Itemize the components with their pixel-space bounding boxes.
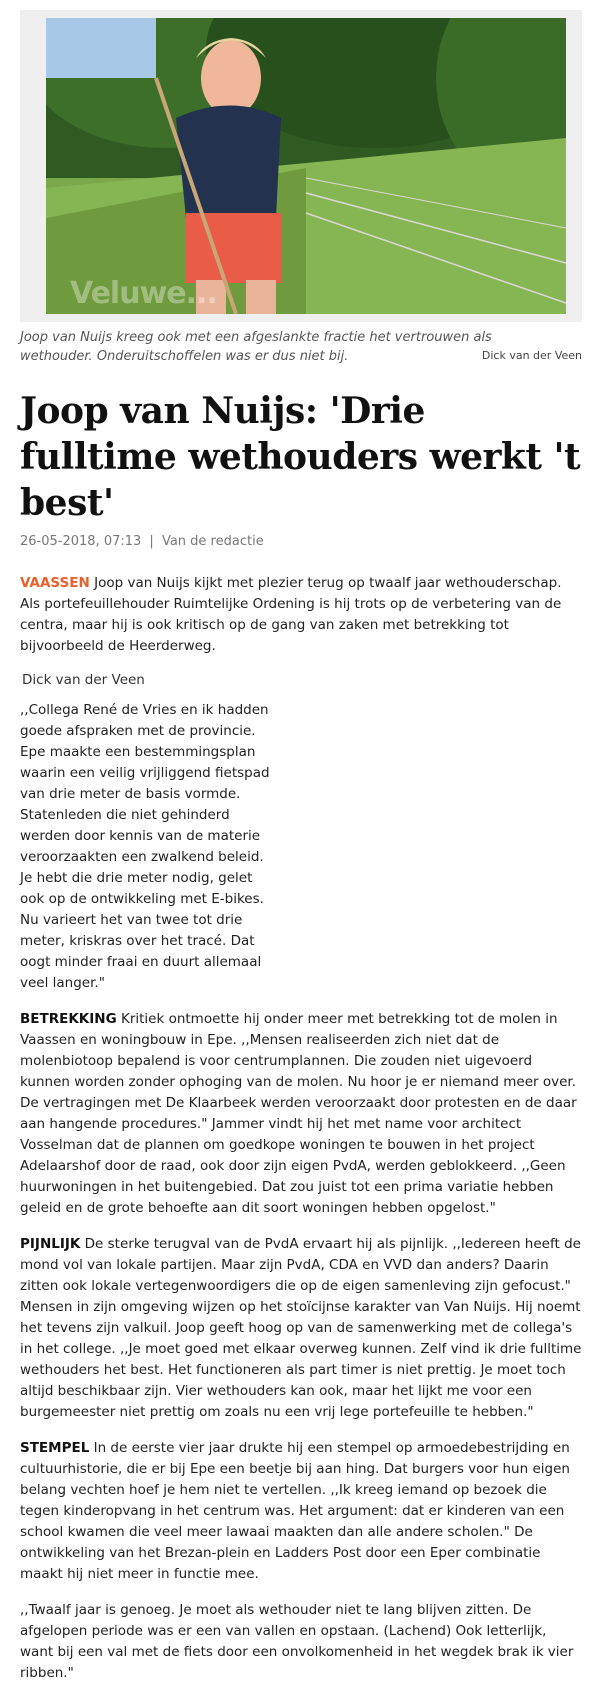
section-pijnlijk bbox=[20, 1234, 582, 1423]
article-photo[interactable] bbox=[46, 18, 566, 314]
article-container bbox=[0, 10, 602, 1684]
section-betrekking-kicker: BETREKKING bbox=[20, 1011, 117, 1027]
meta-separator: | bbox=[149, 534, 154, 549]
article-author[interactable]: Van de redactie bbox=[161, 534, 264, 549]
section-stempel-kicker: STEMPEL bbox=[20, 1440, 90, 1456]
inline-photo-credit: Dick van der Veen bbox=[22, 672, 145, 688]
article-image-frame bbox=[20, 10, 582, 322]
section-betrekking-text: Kritiek ontmoette hij onder meer met betrekking tot de molen in Vaassen en woningbouw in Epe. ,,Mensen realiseerden zich niet dat de molenbiotoop bepalend is voor centrumplannen. Die zouden niet uigevoerd kunnen worden zonder ophoging van de molen. Nu hoor je er niemand meer over. De vertragingen met De Klaarbeek werden veroorzaakt door protesten en de daar aan hangende procedures." Jammer vindt hij het met name voor architect Vosselman dat de plannen om goedkope woningen te bouwen in het project Adelaarshof door de raad, ook door zijn eigen PvdA, werden geblokkeerd. ,,Geen huurwoningen in het buitengebied. Dat zou juist tot een prima variatie hebben geleid en de grote behoefte aan dit soort woningen hebben opgelost." bbox=[20, 1011, 577, 1216]
photo-watermark: Veluwe... bbox=[70, 276, 217, 311]
image-caption: Joop van Nuijs kreeg ook met een afgeslankte fractie het vertrouwen als wethouder. Onderuitschoffelen was er dus niet bij. bbox=[20, 330, 492, 364]
image-caption-row bbox=[20, 328, 582, 364]
section-betrekking bbox=[20, 1009, 582, 1219]
photo-illustration bbox=[46, 18, 566, 314]
closing-quote: ,,Twaalf jaar is genoeg. Je moet als wethouder niet te lang blijven zitten. De afgelopen periode was er een van vallen en opstaan. (Lachend) Ook letterlijk, want bij een val met de fiets door een onvolkomenheid in het wegdek brak ik vier ribben." bbox=[20, 1602, 574, 1681]
article-intro bbox=[20, 573, 582, 657]
intro-text: Joop van Nuijs kijkt met plezier terug op twaalf jaar wethouderschap. Als portefeuillehouder Ruimtelijke Ordening is hij trots op de verbetering van de centra, maar hij is ook kritisch op de gang van zaken met betrekking tot bijvoorbeeld de Heerderweg. bbox=[20, 575, 562, 654]
image-credit: Dick van der Veen bbox=[481, 349, 582, 362]
section-stempel-text: In de eerste vier jaar drukte hij een stempel op armoedebestrijding en cultuurhistorie, die er bij Epe een beetje bij aan hing. Dat burgers voor hun eigen belang vechten hoef je hem niet te vertellen. ,,Ik kreeg iemand op bezoek die tegen kinderopvang in het centrum was. Het argument: dat er kinderen van een school kwamen die veel meer lawaai maakten dan alle andere scholen." De ontwikkeling van het Brezan-plein en Ladders Post door een Eper combinatie maakt hij niet meer in functie mee. bbox=[20, 1440, 570, 1582]
article-date: 26-05-2018, 07:13 bbox=[20, 534, 142, 549]
article-title: Joop van Nuijs: 'Drie fulltime wethouders werkt 't best' bbox=[20, 390, 581, 524]
section-pijnlijk-text: De sterke terugval van de PvdA ervaart hij als pijnlijk. ,,Iedereen heeft de mond vol van lokale partijen. Maar zijn PvdA, CDA en VVD dan anders? Daarin zitten ook lokale vertegenwoordigers die op de eigen samenleving zijn gefocust." Mensen in zijn omgeving wijzen op het stoïcijnse karakter van Van Nuijs. Hij noemt het tevens zijn valkuil. Joop geeft hoog op van de samenwerking met de collega's in het college. ,,Je moet goed met elkaar overweg kunnen. Zelf vind ik drie fulltime wethouders het best. Het functioneren als part timer is niet prettig. Je moet toch altijd beschikbaar zijn. Vier wethouders kan ook, maar het lijkt me voor een burgemeester niet prettig om zoals nu een vrij lege portefeuille te hebben." bbox=[20, 1236, 582, 1420]
intro-kicker: VAASSEN bbox=[20, 575, 90, 591]
article-meta bbox=[20, 534, 582, 549]
section-stempel bbox=[20, 1438, 582, 1585]
quote-paragraph: ,,Collega René de Vries en ik hadden goede afspraken met de provincie. Epe maakte een bestemmingsplan waarin een veilig vrijliggend fietspad van drie meter de basis vormde. Statenleden die niet gehinderd werden door kennis van de materie veroorzaakten een zwalkend beleid. Je hebt die drie meter nodig, gelet ook op de ontwikkeling met E-bikes. Nu varieert het van twee tot drie meter, kriskras over het tracé. Dat oogt minder fraai en duurt allemaal veel langer." bbox=[20, 702, 270, 991]
section-pijnlijk-kicker: PIJNLIJK bbox=[20, 1236, 81, 1252]
